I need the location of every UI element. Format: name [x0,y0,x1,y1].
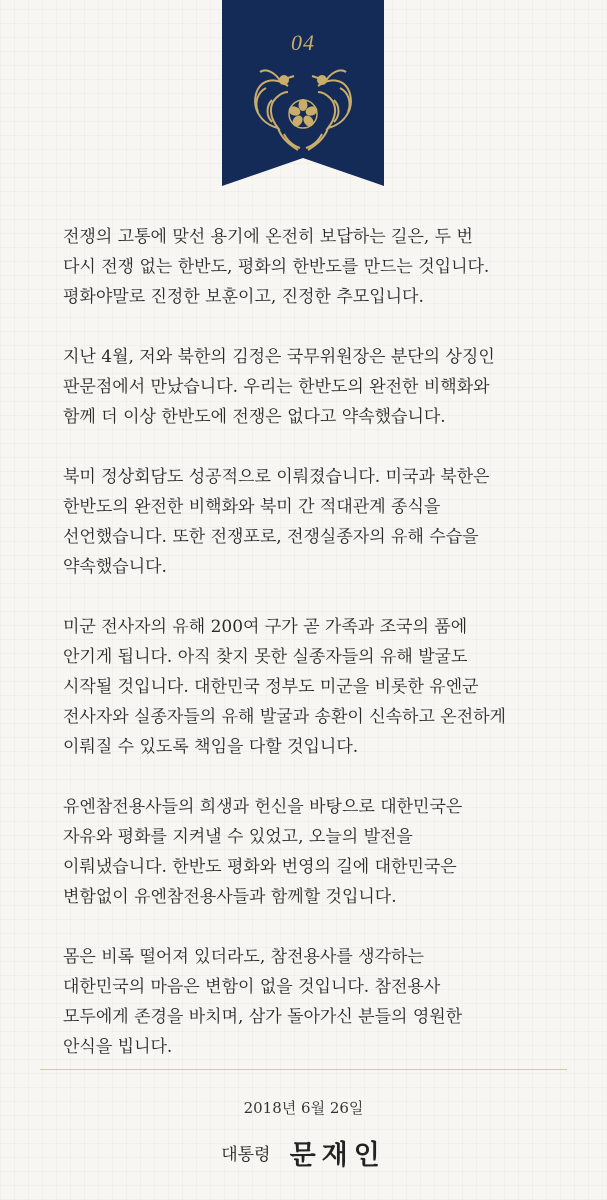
paragraph-line: 대한민국의 마음은 변함이 없을 것입니다. 참전용사 [63,977,441,997]
speech-body [63,222,563,1092]
paragraph-line: 판문점에서 만났습니다. 우리는 한반도의 완전한 비핵화와 [63,377,490,397]
paragraph-line: 다시 전쟁 없는 한반도, 평화의 한반도를 만드는 것입니다. [63,257,490,277]
paragraph-line: 유엔참전용사들의 희생과 헌신을 바탕으로 대한민국은 [63,797,463,817]
paragraph-line: 전쟁의 고통에 맞선 용기에 온전히 보답하는 길은, 두 번 [63,227,473,247]
section-number: 04 [291,30,315,55]
paragraph-line: 안기게 됩니다. 아직 찾지 못한 실종자들의 유해 발굴도 [63,647,468,667]
signature-title: 대통령 [221,1145,271,1165]
paragraph-line: 자유와 평화를 지켜낼 수 있었고, 오늘의 발전을 [63,827,413,847]
banner-ribbon [222,0,384,186]
paragraph-line: 모두에게 존경을 바치며, 삼가 돌아가신 분들의 영원한 [63,1007,463,1027]
paragraph-line: 이뤄질 수 있도록 책임을 다할 것입니다. [63,737,359,757]
divider [40,1069,567,1070]
paragraph-line: 지난 4월, 저와 북한의 김정은 국무위원장은 분단의 상징인 [63,347,495,367]
paragraph [63,222,563,312]
paragraph [63,462,563,582]
paragraph-line: 변함없이 유엔참전용사들과 함께할 것입니다. [63,887,397,907]
paragraph-line: 평화야말로 진정한 보훈이고, 진정한 추모입니다. [63,287,424,307]
paragraph [63,612,563,762]
paragraph-line: 미군 전사자의 유해 200여 구가 곧 가족과 조국의 품에 [63,617,468,637]
paragraph-line: 약속했습니다. [63,557,167,577]
paragraph-line: 전사자와 실종자들의 유해 발굴과 송환이 신속하고 온전하게 [63,707,506,727]
paragraph [63,942,563,1062]
paragraph-line: 안식을 빕니다. [63,1037,173,1057]
speech-date: 2018년 6월 26일 [243,1099,364,1117]
signature [0,1133,607,1172]
paragraph [63,342,563,432]
header-banner [222,0,384,186]
signature-name: 문재인 [289,1140,386,1171]
paragraph-line: 함께 더 이상 한반도에 전쟁은 없다고 약속했습니다. [63,407,446,427]
paragraph-line: 시작될 것입니다. 대한민국 정부도 미군을 비롯한 유엔군 [63,677,479,697]
paragraph-line: 이뤄냈습니다. 한반도 평화와 번영의 길에 대한민국은 [63,857,457,877]
paragraph-line: 선언했습니다. 또한 전쟁포로, 전쟁실종자의 유해 수습을 [63,527,479,547]
paragraph [63,792,563,912]
paragraph-line: 북미 정상회담도 성공적으로 이뤄졌습니다. 미국과 북한은 [63,467,490,487]
paragraph-line: 한반도의 완전한 비핵화와 북미 간 적대관계 종식을 [63,497,441,517]
paragraph-line: 몸은 비록 떨어져 있더라도, 참전용사를 생각하는 [63,947,424,967]
